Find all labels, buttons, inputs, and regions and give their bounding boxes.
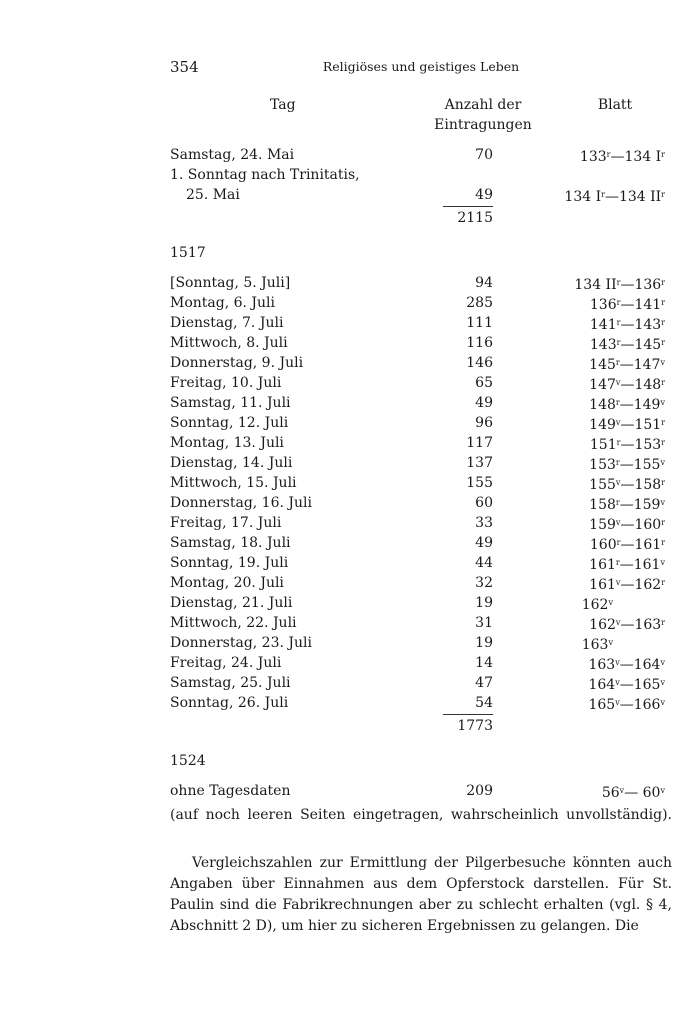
table-row (170, 413, 690, 433)
pilgrim-entries-table (170, 95, 690, 825)
cell-count: 19 (475, 595, 493, 611)
blatt-to: 164 (633, 657, 661, 673)
cell-count: 117 (466, 435, 493, 451)
cell-blatt: 160$^r$—161$^r$ (589, 537, 665, 553)
cell-tag: Dienstag, 14. Juli (170, 455, 293, 471)
blatt-to: 151 (634, 417, 662, 433)
blatt-to: 136 (634, 277, 662, 293)
cell-tag: Montag, 6. Juli (170, 295, 276, 311)
table-row (170, 333, 690, 353)
blatt-from-sup: v (615, 378, 621, 387)
blatt-from: 163 (588, 657, 616, 673)
blatt-to-sup: v (660, 358, 665, 367)
cell-count: 47 (475, 675, 493, 691)
cell-count: 33 (475, 515, 493, 531)
blatt-from: 161 (589, 577, 616, 593)
blatt-to-sup: r (661, 278, 665, 287)
blatt-to-sup: v (660, 786, 665, 795)
cell-blatt: 155$^v$—158$^r$ (589, 477, 665, 493)
cell-tag: Sonntag, 12. Juli (170, 415, 289, 431)
column-header-anzahl-line2: Eintragungen (434, 117, 532, 133)
cell-tag: Mittwoch, 8. Juli (170, 335, 288, 351)
blatt-to: 165 (633, 677, 661, 693)
cell-count: 49 (475, 535, 493, 551)
blatt-to: 160 (634, 517, 662, 533)
blatt-from-sup: v (615, 578, 621, 587)
cell-tag: Sonntag, 19. Juli (170, 555, 289, 571)
cell-count: 60 (475, 495, 493, 511)
blatt-to-sup: r (661, 298, 665, 307)
blatt-from-sup: v (615, 418, 621, 427)
table-row (170, 513, 690, 533)
cell-count: 31 (475, 615, 493, 631)
column-header-tag: Tag (270, 97, 296, 113)
year-heading: 1524 (170, 753, 206, 769)
blatt-to-sup: v (660, 398, 665, 407)
blatt-from-sup: v (615, 478, 621, 487)
cell-tag: Samstag, 25. Juli (170, 675, 291, 691)
sum-value: 2115 (443, 206, 493, 229)
blatt-from-sup: v (615, 618, 621, 627)
cell-count: 19 (475, 635, 493, 651)
cell-blatt: 56$^v$— 60$^v$ (601, 785, 665, 801)
cell-tag-continued: 25. Mai (186, 187, 240, 203)
cell-count: 54 (475, 695, 493, 711)
cell-tag: ohne Tagesdaten (170, 783, 291, 799)
blatt-from-sup: r (615, 498, 620, 507)
cell-tag: Samstag, 18. Juli (170, 535, 291, 551)
cell-count: 94 (475, 275, 493, 291)
blatt-from-sup: r (616, 538, 621, 547)
cell-tag: Mittwoch, 15. Juli (170, 475, 297, 491)
cell-blatt (520, 593, 665, 615)
table-row (170, 693, 690, 713)
cell-tag: Donnerstag, 23. Juli (170, 635, 312, 651)
table-row (170, 393, 690, 413)
blatt-from-sup: r (615, 398, 620, 407)
cell-blatt: 151$^r$—153$^r$ (589, 437, 665, 453)
cell-tag: Samstag, 11. Juli (170, 395, 291, 411)
cell-tag: Samstag, 24. Mai (170, 147, 295, 163)
cell-count: 49 (475, 395, 493, 411)
blatt-from-sup: r (601, 190, 605, 199)
cell-tag: Montag, 13. Juli (170, 435, 284, 451)
blatt-from: 133 (579, 149, 607, 165)
cell-tag: 1. Sonntag nach Trinitatis, (170, 167, 360, 183)
table-row (170, 373, 690, 393)
blatt-to: 155 (633, 457, 661, 473)
cell-blatt: 134 $II^r—136^r$ (574, 277, 665, 293)
cell-count: 32 (475, 575, 493, 591)
column-header-blatt: Blatt (597, 97, 633, 113)
page-header (170, 58, 672, 78)
body-paragraph: Vergleichszahlen zur Ermittlung der Pilgerbesuche könnten auch Angaben über Einnahmen aus dem Opferstock darstellen. Für St. Paulin sind die Fabrikrechnungen aber zu schlecht erhalten (vgl. § 4, Abschnitt 2 D), um hier zu sicheren Ergebnissen zu gelangen. Die (170, 855, 672, 934)
blatt-from: 134 I (564, 189, 602, 205)
blatt-from: 162 (589, 617, 616, 633)
table-row (170, 493, 690, 513)
year-heading: 1517 (170, 245, 206, 261)
cell-blatt: 161$^r$—161$^v$ (589, 557, 665, 573)
cell-count: 285 (466, 295, 493, 311)
table-row (170, 633, 690, 653)
blatt-from: 153 (589, 457, 616, 473)
blatt-to: 158 (634, 477, 662, 493)
table-row (170, 473, 690, 493)
cell-tag: Dienstag, 21. Juli (170, 595, 293, 611)
cell-blatt: 143$^r$—145$^r$ (589, 337, 665, 353)
cell-blatt: 153$^r$—155$^v$ (589, 457, 665, 473)
cell-count: 65 (475, 375, 493, 391)
cell-tag: Dienstag, 7. Juli (170, 315, 284, 331)
column-header-anzahl (428, 95, 538, 135)
cell-count: 137 (466, 455, 493, 471)
blatt-from: 56 (601, 785, 620, 801)
blatt-from: 141 (589, 317, 617, 333)
cell-blatt (520, 633, 665, 655)
table-row (170, 273, 690, 293)
blatt-from-sup: r (616, 278, 621, 287)
table-note: (auf noch leeren Seiten eingetragen, wahrscheinlich unvollständig). (170, 807, 672, 823)
cell-count: 14 (475, 655, 493, 671)
blatt-from-sup: v (615, 698, 620, 707)
table-row (170, 185, 690, 205)
block-1517 (170, 243, 690, 737)
running-title: Religiöses und geistiges Leben (322, 59, 520, 74)
cell-count: 70 (475, 147, 493, 163)
blatt-to-sup: r (661, 418, 665, 427)
block-1516 (170, 145, 690, 229)
blatt-from: 136 (589, 297, 617, 313)
blatt-from: 160 (589, 537, 617, 553)
page-number: 354 (170, 58, 199, 76)
sum-row (170, 205, 690, 229)
cell-blatt: 145$^r$—147$^v$ (589, 357, 665, 373)
blatt-to: 163 (634, 617, 662, 633)
cell-blatt: 149$^v$—151$^r$ (589, 417, 665, 433)
blatt-from-sup: r (616, 438, 621, 447)
blatt-from-sup: v (608, 638, 613, 647)
cell-blatt: 159$^v$—160$^r$ (589, 517, 665, 533)
blatt-from: 155 (589, 477, 616, 493)
blatt-to-sup: r (661, 150, 665, 159)
blatt-from: 159 (589, 517, 616, 533)
cell-count: 96 (475, 415, 493, 431)
cell-blatt: 136$^r$—141$^r$ (589, 297, 665, 313)
cell-tag: [Sonntag, 5. Juli] (170, 275, 291, 291)
table-row (170, 353, 690, 373)
blatt-to-sup: r (661, 478, 665, 487)
blatt-to-sup: r (661, 318, 665, 327)
blatt-to: 141 (634, 297, 662, 313)
cell-blatt: 133$^r$—134 $I^r$ (579, 149, 665, 165)
blatt-from: 134 II (574, 277, 617, 293)
table-row (170, 293, 690, 313)
cell-count: 116 (466, 335, 493, 351)
blatt-from-sup: r (606, 150, 611, 159)
blatt-from-sup: r (616, 298, 621, 307)
cell-count: 111 (466, 315, 493, 331)
blatt-from: 161 (589, 557, 616, 573)
blatt-to: 162 (634, 577, 662, 593)
blatt-to: 159 (633, 497, 661, 513)
blatt-from: 145 (589, 357, 616, 373)
table-row (170, 593, 690, 613)
cell-blatt: 141$^r$—143$^r$ (589, 317, 665, 333)
blatt-from: 163 (581, 637, 609, 653)
blatt-to-sup: v (660, 658, 665, 667)
blatt-to: 145 (634, 337, 662, 353)
cell-tag: Donnerstag, 16. Juli (170, 495, 312, 511)
blatt-to-sup: r (661, 378, 665, 387)
table-row (170, 781, 690, 801)
blatt-to: 134 I (624, 149, 662, 165)
blatt-from-sup: v (619, 786, 625, 795)
blatt-from-sup: v (608, 598, 613, 607)
blatt-from-sup: r (615, 458, 620, 467)
table-row (170, 165, 690, 185)
blatt-to-sup: r (661, 190, 665, 199)
blatt-to: 149 (633, 397, 661, 413)
cell-blatt: 164$^v$—165$^v$ (588, 677, 665, 693)
table-row (170, 553, 690, 573)
table-row (170, 145, 690, 165)
cell-blatt: 163$^v$—164$^v$ (588, 657, 665, 673)
blatt-from-sup: r (616, 338, 621, 347)
blatt-to-sup: v (660, 498, 665, 507)
cell-tag: Freitag, 10. Juli (170, 375, 282, 391)
cell-tag: Freitag, 24. Juli (170, 655, 282, 671)
blatt-from-sup: r (615, 558, 620, 567)
blatt-from: 149 (589, 417, 616, 433)
blatt-from: 162 (581, 597, 609, 613)
blatt-from-sup: r (616, 318, 621, 327)
blatt-to-sup: v (660, 698, 665, 707)
cell-blatt: 148$^r$—149$^v$ (589, 397, 665, 413)
blatt-from: 164 (588, 677, 616, 693)
blatt-to-sup: v (660, 678, 665, 687)
cell-blatt: 165$^v$—166$^v$ (588, 697, 665, 713)
blatt-to: 147 (633, 357, 661, 373)
blatt-to: 60 (638, 785, 661, 801)
table-row (170, 613, 690, 633)
sum-row (170, 713, 690, 737)
cell-tag: Freitag, 17. Juli (170, 515, 282, 531)
blatt-to: 148 (634, 377, 662, 393)
blatt-from-sup: v (615, 518, 621, 527)
blatt-from: 151 (589, 437, 617, 453)
blatt-from: 148 (589, 397, 616, 413)
blatt-to-sup: v (660, 458, 665, 467)
table-row (170, 653, 690, 673)
blatt-to: 161 (633, 557, 661, 573)
blatt-from-sup: v (615, 658, 620, 667)
cell-blatt: 147$^v$—148$^r$ (589, 377, 665, 393)
cell-count: 155 (466, 475, 493, 491)
cell-blatt: 162$^v$—163$^r$ (589, 617, 665, 633)
cell-tag: Donnerstag, 9. Juli (170, 355, 304, 371)
blatt-to: 153 (634, 437, 662, 453)
table-row (170, 533, 690, 553)
blatt-from: 147 (589, 377, 616, 393)
blatt-to-sup: r (661, 538, 665, 547)
blatt-from-sup: r (615, 358, 620, 367)
blatt-to-sup: r (661, 578, 665, 587)
blatt-to: 134 II (618, 189, 662, 205)
cell-count: 44 (475, 555, 493, 571)
blatt-to: 166 (633, 697, 661, 713)
table-row (170, 573, 690, 593)
cell-blatt: 134 $I^r—134$ $II^r$ (564, 189, 665, 205)
cell-tag: Montag, 20. Juli (170, 575, 284, 591)
blatt-to-sup: r (661, 518, 665, 527)
table-row (170, 313, 690, 333)
table-header (170, 95, 690, 145)
blatt-to-sup: v (660, 558, 665, 567)
cell-count: 49 (475, 187, 493, 203)
blatt-from: 158 (589, 497, 616, 513)
blatt-from: 165 (588, 697, 616, 713)
blatt-from-sup: v (615, 678, 620, 687)
column-header-anzahl-line1: Anzahl der (444, 97, 522, 113)
blatt-to-sup: r (661, 338, 665, 347)
table-row (170, 673, 690, 693)
blatt-from: 143 (589, 337, 617, 353)
cell-tag: Mittwoch, 22. Juli (170, 615, 297, 631)
blatt-to-sup: r (661, 618, 665, 627)
cell-tag: Sonntag, 26. Juli (170, 695, 289, 711)
blatt-to-sup: r (661, 438, 665, 447)
cell-blatt: 158$^r$—159$^v$ (589, 497, 665, 513)
cell-count: 146 (466, 355, 493, 371)
cell-blatt: 161$^v$—162$^r$ (589, 577, 665, 593)
table-row (170, 453, 690, 473)
block-1524 (170, 751, 690, 825)
table-row (170, 433, 690, 453)
cell-count: 209 (466, 783, 493, 799)
blatt-to: 143 (634, 317, 662, 333)
sum-value: 1773 (443, 714, 493, 737)
blatt-to: 161 (634, 537, 662, 553)
rows-1517 (170, 273, 690, 713)
